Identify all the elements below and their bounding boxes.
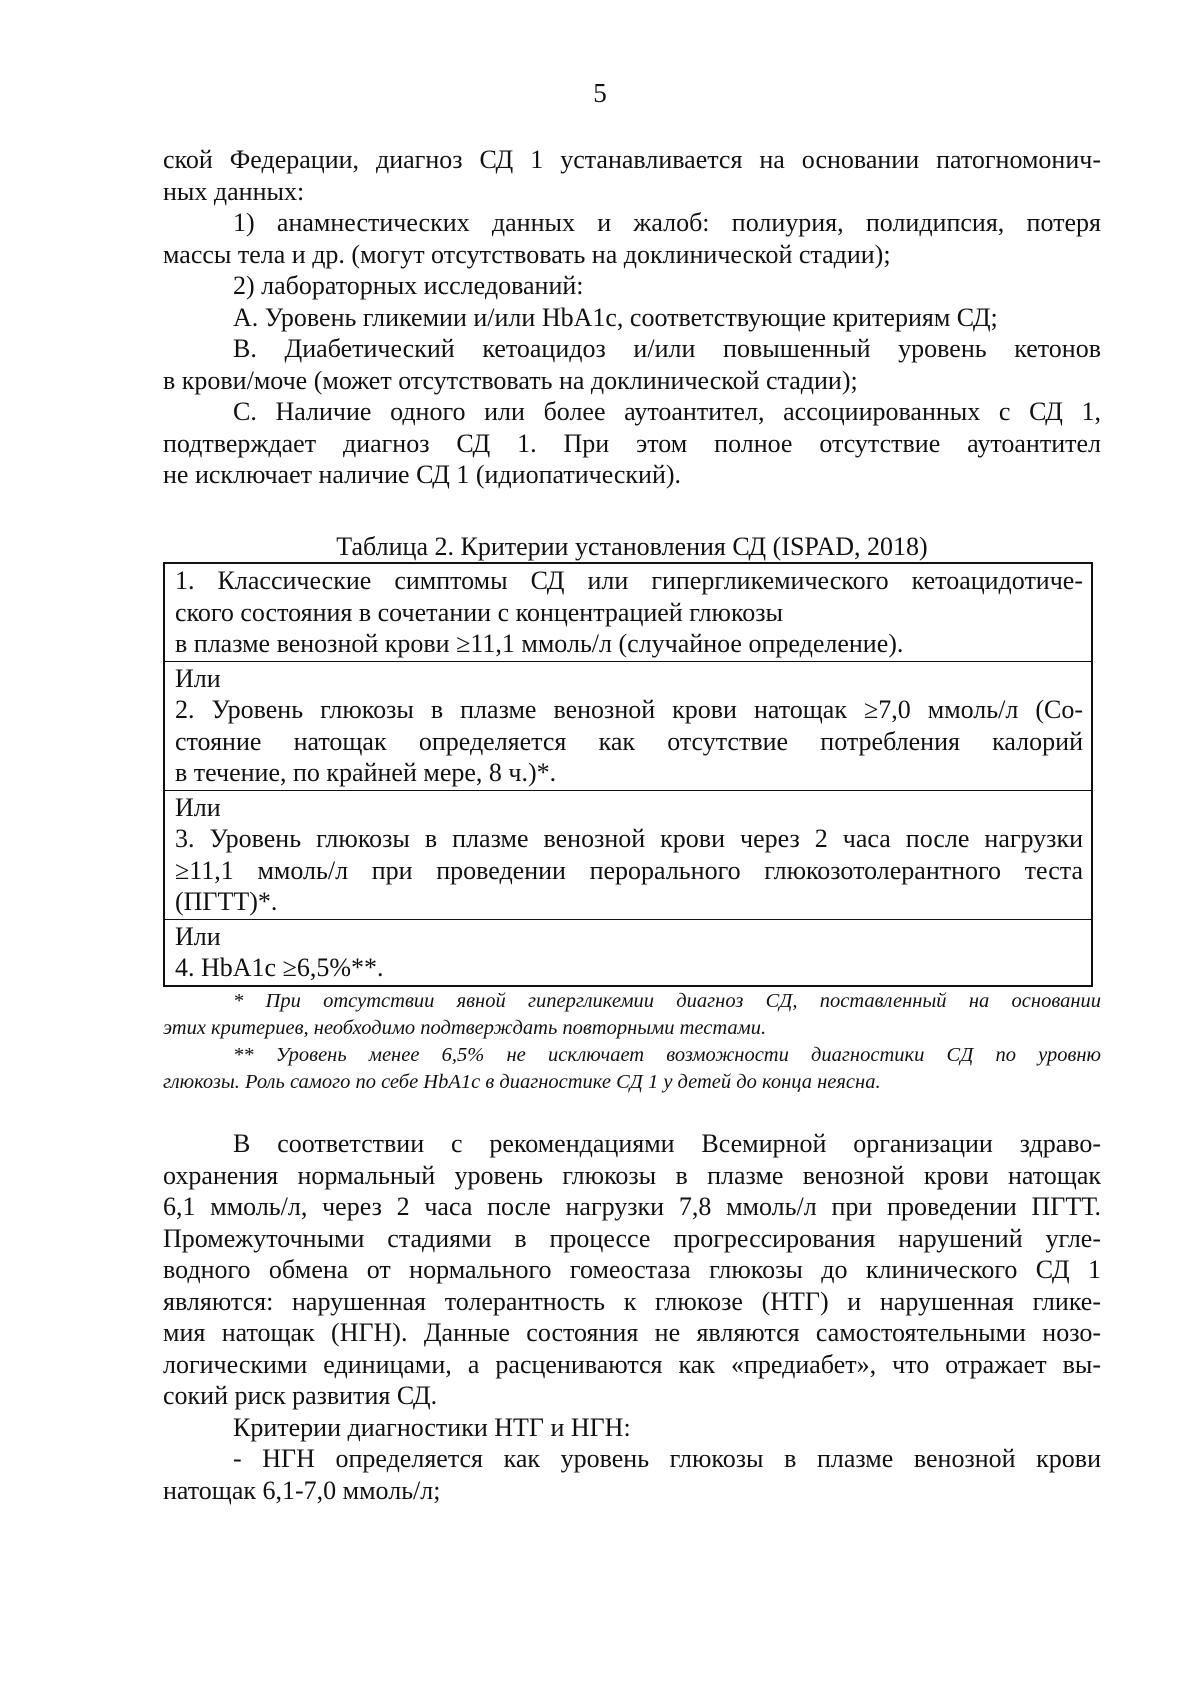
table-cell-line: 1. Классические симптомы СД или гипергликемического кетоацидотиче- xyxy=(175,566,1083,595)
criteria-table xyxy=(163,562,1093,987)
text-line: ской Федерации, диагноз СД 1 устанавливается на основании патогномонич- xyxy=(163,145,1101,174)
table-footnotes xyxy=(163,988,1101,1096)
table-cell-line: ского состояния в сочетании с концентрацией глюкозы xyxy=(175,597,784,627)
table-row xyxy=(165,564,1091,662)
text-line: натощак 6,1-7,0 ммоль/л; xyxy=(163,1475,441,1505)
text-line: массы тела и др. (могут отсутствовать на доклинической стадии); xyxy=(163,239,891,269)
table-row xyxy=(165,662,1091,791)
table-cell-line: Или xyxy=(175,663,221,693)
text-line: 2) лабораторных исследований: xyxy=(233,271,584,300)
text-line: водного обмена от нормального гомеостаза глюкозы до клинического СД 1 xyxy=(163,1255,1101,1284)
footnote-line: глюкозы. Роль самого по себе HbA1c в диагностике СД 1 у детей до конца неясна. xyxy=(163,1071,881,1093)
table-cell-line: 4. HbA1c ≥6,5%**. xyxy=(175,953,384,982)
page-number: 5 xyxy=(593,78,607,108)
table-cell-line: Или xyxy=(175,921,221,951)
text-line: подтверждает диагноз СД 1. При этом полное отсутствие аутоантител xyxy=(163,428,1101,458)
text-line: ных данных: xyxy=(163,176,305,206)
text-line: не исключает наличие СД 1 (идиопатический). xyxy=(163,460,682,489)
table-cell-line: в плазме венозной крови ≥11,1 ммоль/л (случайное определение). xyxy=(175,629,904,658)
footnote-line: * При отсутствии явной гипергликемии диагноз СД, поставленный на основании xyxy=(233,990,1101,1012)
text-line: мия натощак (НГН). Данные состояния не являются самостоятельными нозо- xyxy=(163,1318,1101,1347)
diagnosis-section xyxy=(163,144,1101,491)
table-cell-line: Или xyxy=(175,792,221,822)
text-line: охранения нормальный уровень глюкозы в плазме венозной крови натощак xyxy=(163,1160,1101,1190)
table-cell-line: 2. Уровень глюкозы в плазме венозной крови натощак ≥7,0 ммоль/л (Со- xyxy=(175,695,1083,724)
text-line: в крови/моче (может отсутствовать на доклинической стадии); xyxy=(163,365,858,395)
text-line: 1) анамнестических данных и жалоб: полиурия, полидипсия, потеря xyxy=(233,208,1101,237)
text-line: В соответствии с рекомендациями Всемирной организации здраво- xyxy=(233,1129,1101,1158)
text-line: 6,1 ммоль/л, через 2 часа после нагрузки 7,8 ммоль/л при проведении ПГТТ. xyxy=(163,1192,1101,1221)
text-line: логическими единицами, а расцениваются как «предиабет», что отражает вы- xyxy=(163,1349,1101,1379)
text-line: В. Диабетический кетоацидоз и/или повышенный уровень кетонов xyxy=(233,334,1101,363)
table-cell-line: (ПГТТ)*. xyxy=(175,887,278,916)
text-line: - НГН определяется как уровень глюкозы в плазме венозной крови xyxy=(233,1444,1101,1473)
text-line: С. Наличие одного или более аутоантител, ассоциированных с СД 1, xyxy=(233,397,1101,426)
text-line: Промежуточными стадиями в процессе прогрессирования нарушений угле- xyxy=(163,1223,1101,1253)
who-recommendations-section xyxy=(163,1128,1101,1506)
subheading: Критерии диагностики НТГ и НГН: xyxy=(233,1412,631,1442)
table-cell-line: стояние натощак определяется как отсутствие потребления калорий xyxy=(175,726,1083,756)
footnote-line: этих критериев, необходимо подтверждать повторными тестами. xyxy=(163,1017,767,1039)
text-line: А. Уровень гликемии и/или HbA1c, соответствующие критериям СД; xyxy=(233,302,998,332)
table-cell-line: 3. Уровень глюкозы в плазме венозной крови через 2 часа после нагрузки xyxy=(175,824,1083,853)
table-cell-line: в течение, по крайней мере, 8 ч.)*. xyxy=(175,758,557,787)
text-line: сокий риск развития СД. xyxy=(163,1381,438,1410)
text-line: являются: нарушенная толерантность к глюкозе (НТГ) и нарушенная глике- xyxy=(163,1286,1101,1316)
table-row xyxy=(165,791,1091,920)
table-caption: Таблица 2. Критерии установления СД (ISPAD, 2018) xyxy=(336,532,928,561)
footnote-line: ** Уровень менее 6,5% не исключает возможности диагностики СД по уровню xyxy=(233,1044,1101,1066)
table-row xyxy=(165,920,1091,985)
table-cell-line: ≥11,1 ммоль/л при проведении перорального глюкозотолерантного теста xyxy=(175,855,1083,885)
